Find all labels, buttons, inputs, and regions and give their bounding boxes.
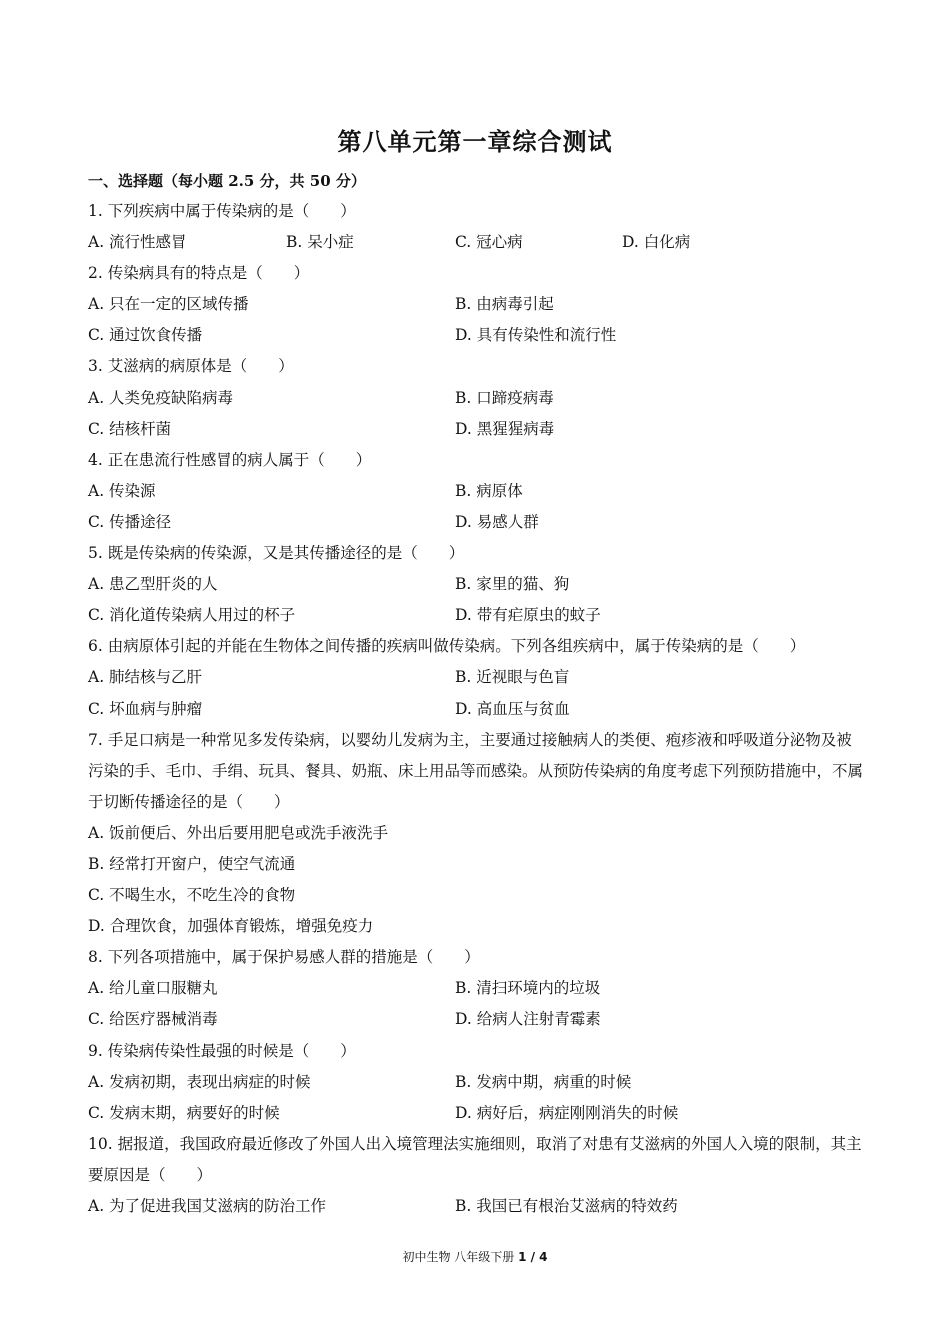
option-row xyxy=(88,227,866,258)
option-row xyxy=(88,1098,866,1129)
option: D. 具有传染性和流行性 xyxy=(455,326,617,345)
question-stem: 4. 正在患流行性感冒的病人属于（ ） xyxy=(88,450,372,469)
question-stem: 9. 传染病传染性最强的时候是（ ） xyxy=(88,1041,356,1060)
option: A. 只在一定的区域传播 xyxy=(88,295,249,314)
option: B. 发病中期，病重的时候 xyxy=(455,1072,632,1091)
option: D. 易感人群 xyxy=(455,512,539,531)
option-row xyxy=(88,383,866,414)
option-row xyxy=(88,507,866,538)
option-row xyxy=(88,414,866,445)
option-row xyxy=(88,1004,866,1035)
option: A. 给儿童口服糖丸 xyxy=(88,979,218,998)
option: D. 合理饮食，加强体育锻炼，增强免疫力 xyxy=(88,917,374,936)
option: D. 给病人注射青霉素 xyxy=(455,1010,601,1029)
question-stem: 1. 下列疾病中属于传染病的是（ ） xyxy=(88,202,356,220)
question-stem: 6. 由病原体引起的并能在生物体之间传播的疾病叫做传染病。下列各组疾病中，属于传染病的是（ ） xyxy=(88,637,806,656)
option: C. 给医疗器械消毒 xyxy=(88,1010,218,1029)
section-heading: 一、选择题（每小题 2.5 分，共 50 分） xyxy=(88,172,366,190)
question-stem: 7. 手足口病是一种常见多发传染病，以婴幼儿发病为主，主要通过接触病人的类便、疱疹液和呼吸道分泌物及被污染的手、毛巾、手绢、玩具、餐具、奶瓶、床上用品等而感染。从预防传染病的角度考虑下列预防措施中，不属于切断传播途径的是（ ） xyxy=(88,730,864,811)
option-row xyxy=(88,694,866,725)
question-stem: 2. 传染病具有的特点是（ ） xyxy=(88,264,310,283)
page-number: 1 / 4 xyxy=(518,1250,548,1264)
question-stem: 8. 下列各项措施中，属于保护易感人群的措施是（ ） xyxy=(88,948,480,967)
option: B. 近视眼与色盲 xyxy=(455,668,570,687)
option-row xyxy=(88,476,866,507)
option: C. 消化道传染病人用过的杯子 xyxy=(88,606,296,625)
option: D. 病好后，病症刚刚消失的时候 xyxy=(455,1103,679,1122)
option: B. 家里的猫、狗 xyxy=(455,575,570,594)
question-stem: 5. 既是传染病的传染源，又是其传播途径的是（ ） xyxy=(88,544,465,563)
page-title: 第八单元第一章综合测试 xyxy=(337,127,613,156)
option-row xyxy=(88,600,866,631)
question-stem: 10. 据报道，我国政府最近修改了外国人出入境管理法实施细则，取消了对患有艾滋病的外国人入境的限制，其主要原因是（ ） xyxy=(88,1134,862,1184)
option-row xyxy=(88,569,866,600)
option: B. 由病毒引起 xyxy=(455,295,554,314)
option: D. 带有疟原虫的蚊子 xyxy=(455,606,601,625)
option-row xyxy=(88,1067,866,1098)
option: A. 人类免疫缺陷病毒 xyxy=(88,388,234,407)
option: C. 结核杆菌 xyxy=(88,419,172,438)
option: A. 患乙型肝炎的人 xyxy=(88,575,218,594)
option-row xyxy=(88,662,866,693)
option: C. 坏血病与肿瘤 xyxy=(88,699,203,718)
option: D. 高血压与贫血 xyxy=(455,699,570,718)
option: A. 肺结核与乙肝 xyxy=(88,668,203,687)
question-list xyxy=(88,196,866,1222)
option-row xyxy=(88,1191,866,1222)
option: B. 我国已有根治艾滋病的特效药 xyxy=(455,1197,678,1215)
option: C. 不喝生水，不吃生冷的食物 xyxy=(88,886,296,905)
option-row xyxy=(88,320,866,351)
page-footer xyxy=(0,1248,950,1265)
option: C. 冠心病 xyxy=(455,233,523,252)
option: A. 饭前便后、外出后要用肥皂或洗手液洗手 xyxy=(88,823,389,842)
option: B. 经常打开窗户，使空气流通 xyxy=(88,854,296,873)
option: C. 传播途径 xyxy=(88,512,172,531)
option: B. 病原体 xyxy=(455,481,523,500)
footer-text: 初中生物 八年级下册 xyxy=(402,1250,519,1264)
option: C. 通过饮食传播 xyxy=(88,326,203,345)
option: B. 口蹄疫病毒 xyxy=(455,388,554,407)
option: A. 为了促进我国艾滋病的防治工作 xyxy=(88,1197,327,1215)
option: D. 黑猩猩病毒 xyxy=(455,419,555,438)
option: C. 发病末期，病要好的时候 xyxy=(88,1103,280,1122)
option: A. 传染源 xyxy=(88,481,156,500)
option: B. 呆小症 xyxy=(286,233,354,252)
option-row xyxy=(88,973,866,1004)
option: D. 白化病 xyxy=(622,233,691,252)
option: A. 流行性感冒 xyxy=(88,233,187,252)
question-stem: 3. 艾滋病的病原体是（ ） xyxy=(88,357,294,376)
option-row xyxy=(88,289,866,320)
option: A. 发病初期，表现出病症的时候 xyxy=(88,1072,311,1091)
option: B. 清扫环境内的垃圾 xyxy=(455,979,601,998)
